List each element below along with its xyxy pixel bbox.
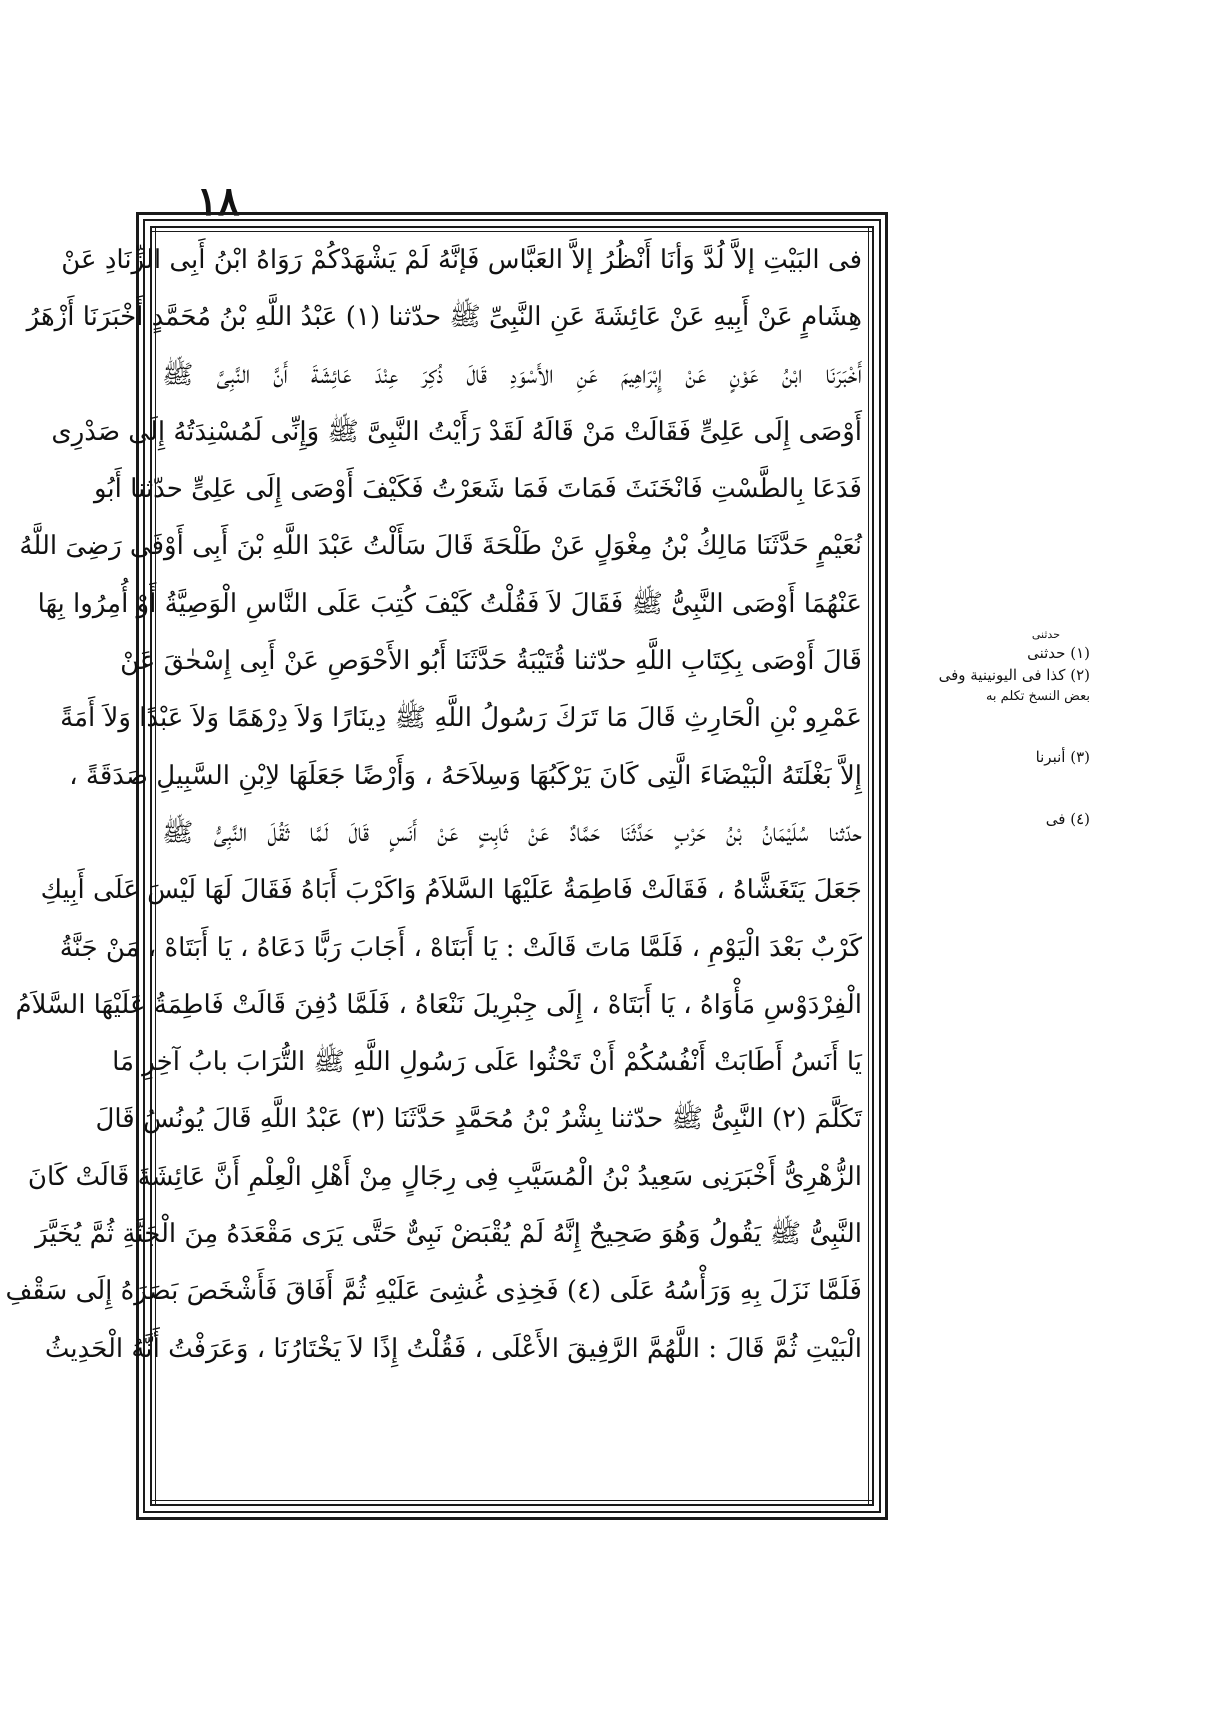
text-line: النَّبِىُّ ﷺ يَقُولُ وَهُوَ صَحِيحٌ إِنَّهُ لَمْ يُقْبَضْ نَبِىٌّ حَتَّى يَرَى مَقْعَدَهُ مِنَ الْجَنَّةِ ثُمَّ يُخَيَّرَ — [35, 1219, 862, 1250]
text-line: فَدَعَا بِالطَّسْتِ فَانْخَنَثَ فَمَاتَ فَمَا شَعَرْتُ فَكَيْفَ أَوْصَى إِلَى عَلِىٍّ حدّثنا أَبُو — [94, 474, 862, 505]
text-line: عَمْرِو بْنِ الْحَارِثِ قَالَ مَا تَرَكَ رَسُولُ اللَّهِ ﷺ دِينَارًا وَلاَ دِرْهَمًا وَلاَ عَبْدًا وَلاَ أَمَةً — [60, 703, 862, 734]
text-line: فَلَمَّا نَزَلَ بِهِ وَرَأْسُهُ عَلَى (٤) فَخِذِى غُشِىَ عَلَيْهِ ثُمَّ أَفَاقَ فَأَشْخَصَ بَصَرَهُ إِلَى سَقْفِ — [5, 1276, 862, 1307]
text-line: يَا أَنَسُ أَطَابَتْ أَنْفُسُكُمْ أَنْ تَحْثُوا عَلَى رَسُولِ اللَّهِ ﷺ التُّرَابَ بابُ آخِرِ مَا — [112, 1047, 862, 1078]
text-line: الْبَيْتِ ثُمَّ قَالَ : اللَّهُمَّ الرَّفِيقَ الأَعْلَى ، فَقُلْتُ إِذًا لاَ يَخْتَارُنَا ، وَعَرَفْتُ أَنَّهُ الْحَدِيثُ — [44, 1333, 862, 1364]
text-line: قَالَ أَوْصَى بِكِتَابِ اللَّهِ حدّثنا قُتَيْبَةُ حَدَّثَنَا أَبُو الأَحْوَصِ عَنْ أَبِى إِسْحٰقَ عَنْ — [120, 646, 862, 677]
frame-rule-right — [868, 226, 874, 1506]
text-line: الْفِرْدَوْسِ مَأْوَاهُ ، يَا أَبَتَاهْ ، إِلَى جِبْرِيلَ نَنْعَاهُ ، فَلَمَّا دُفِنَ قَالَتْ فَاطِمَةُ عَلَيْهَا السَّلاَمُ — [15, 989, 862, 1020]
margin-note: (٣) أنبرنا — [1035, 748, 1090, 766]
text-line: نُعَيْمٍ حَدَّثَنَا مَالِكُ بْنُ مِغْوَلٍ عَنْ طَلْحَةَ قَالَ سَأَلْتُ عَبْدَ اللَّهِ بْنَ أَبِى أَوْفَى رَضِىَ اللَّهُ — [19, 531, 862, 562]
main-text — [5, 232, 862, 1494]
text-line: تَكَلَّمَ (٢) النَّبِىُّ ﷺ حدّثنا بِشْرُ بْنُ مُحَمَّدٍ حَدَّثَنَا (٣) عَبْدُ اللَّهِ قَالَ يُونُسُ قَالَ — [95, 1104, 862, 1135]
text-line: أَخْبَرَنَا ابْنُ عَوْنٍ عَنْ إِبْرَاهِيمَ عَنِ الأَسْوَدِ قَالَ ذُكِرَ عِنْدَ عَائِشَةَ أَنَّ النَّبِىَّ ﷺ — [162, 359, 862, 390]
margin-note: بعض النسخ تكلم به — [985, 689, 1090, 704]
text-line: حدّثنا سُلَيْمَانُ بْنُ حَرْبٍ حَدَّثَنَا حَمَّادٌ عَنْ ثَابِتٍ عَنْ أَنَسٍ قَالَ لَمَّا ثَقُلَ النَّبِىُّ ﷺ — [162, 817, 862, 848]
text-line: أَوْصَى إِلَى عَلِىٍّ فَقَالَتْ مَنْ قَالَهُ لَقَدْ رَأَيْتُ النَّبِىَّ ﷺ وَإِنِّى لَمُسْنِدَتُهُ إِلَى صَدْرِى — [51, 416, 862, 447]
margin-note: (٢) كذا فى اليونينية وفى — [938, 666, 1090, 684]
margin-note: (١) حدثنى — [1027, 644, 1090, 662]
frame-rule-bottom — [150, 1500, 874, 1506]
text-line: جَعَلَ يَتَغَشَّاهُ ، فَقَالَتْ فَاطِمَةُ عَلَيْهَا السَّلاَمُ وَاكَرْبَ أَبَاهُ فَقَالَ لَهَا لَيْسَ عَلَى أَبِيكِ — [40, 875, 862, 906]
text-line: كَرْبٌ بَعْدَ الْيَوْمِ ، فَلَمَّا مَاتَ قَالَتْ : يَا أَبَتَاهْ ، أَجَابَ رَبًّا دَعَاهُ ، يَا أَبَتَاهْ ، مَنْ جَنَّةُ — [59, 932, 862, 963]
text-line: إِلاَّ بَغْلَتَهُ الْبَيْضَاءَ الَّتِى كَانَ يَرْكَبُهَا وَسِلاَحَهُ ، وَأَرْضًا جَعَلَهَا لاِبْنِ السَّبِيلِ صَدَقَةً ، — [69, 760, 862, 791]
page-number: ١٨ — [196, 178, 240, 225]
text-line: الزُّهْرِىُّ أَخْبَرَنِى سَعِيدُ بْنُ الْمُسَيَّبِ فِى رِجَالٍ مِنْ أَهْلِ الْعِلْمِ أَنَّ عَائِشَةَ قَالَتْ كَانَ — [27, 1161, 862, 1192]
text-line: فى البَيْتِ إلاَّ لُدَّ وَأنَا أَنْظُرُ إلاَّ العَبَّاس فَإنَّهُ لَمْ يَشْهَدْكُمْ رَوَاهُ ابْنُ أَبِى الزِّنَادِ عَنْ — [61, 245, 862, 275]
margin-notes — [900, 628, 1090, 830]
margin-note: حدثنى — [1031, 628, 1060, 641]
text-line: هِشَامٍ عَنْ أَبِيهِ عَنْ عَائِشَةَ عَنِ النَّبِىِّ ﷺ حدّثنا (١) عَبْدُ اللَّهِ بْنُ مُحَمَّدٍ أَخْبَرَنَا أَزْهَرُ — [26, 302, 862, 333]
margin-note: (٤) فى — [1045, 810, 1090, 828]
text-line: عَنْهُمَا أَوْصَى النَّبِىُّ ﷺ فَقَالَ لاَ فَقُلْتُ كَيْفَ كُتِبَ عَلَى النَّاسِ الْوَصِيَّةُ أَوْ أُمِرُوا بِهَا — [37, 588, 862, 619]
